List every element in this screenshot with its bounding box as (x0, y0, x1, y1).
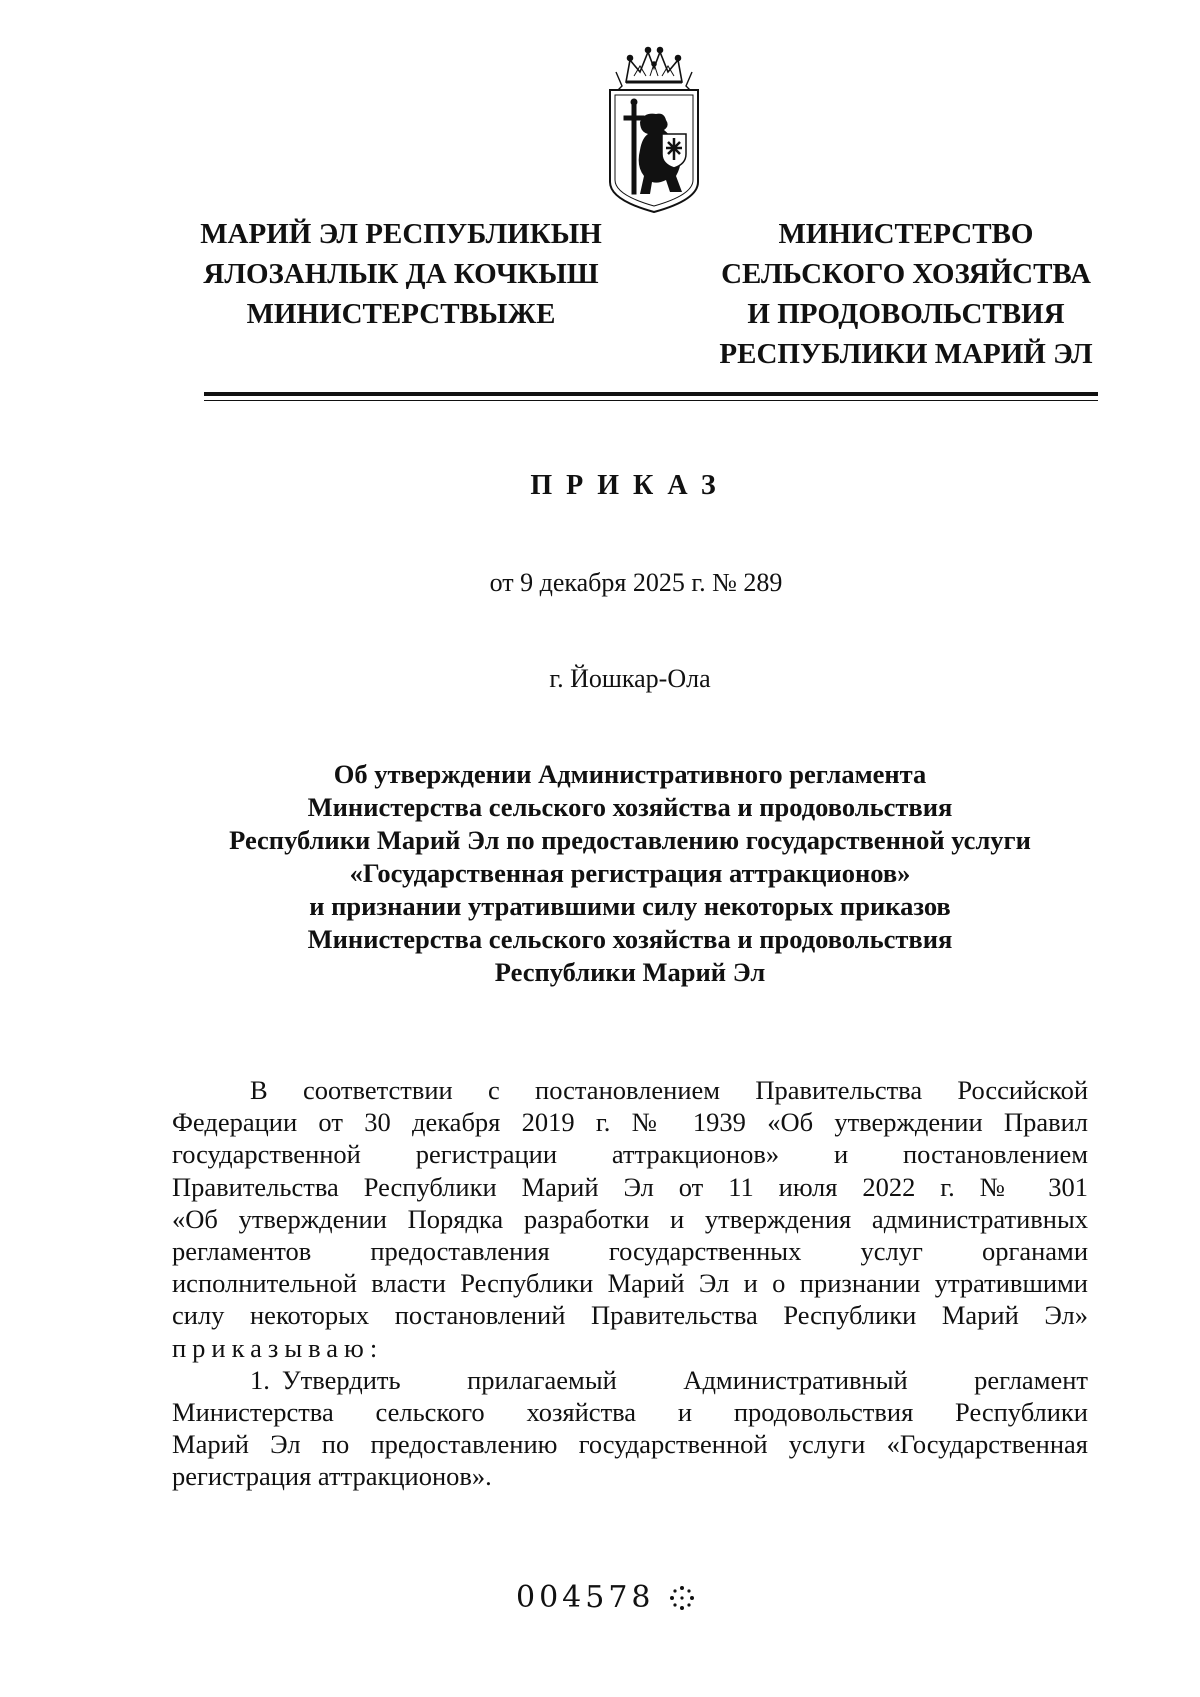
item-1-text: Утвердить прилагаемый Административный регламент (281, 1364, 1088, 1395)
item-1-line: регистрация аттракционов». (172, 1461, 492, 1492)
title-line: Министерства сельского хозяйства и продовольствия (307, 792, 953, 822)
title-line: Министерства сельского хозяйства и продовольствия (307, 924, 953, 954)
header-left-line: ЯЛОЗАНЛЫК ДА КОЧКЫШ (203, 258, 599, 290)
order-word: приказываю: (172, 1332, 384, 1363)
document-type-heading: ПРИКАЗ (530, 470, 730, 501)
preamble-line: исполнительной власти Республики Марий Эл и о признании утратившими (172, 1268, 1088, 1299)
title-line: и признании утратившими силу некоторых приказов (309, 891, 951, 921)
header-right-line: РЕСПУБЛИКИ МАРИЙ ЭЛ (719, 338, 1093, 370)
preamble-line: В соответствии с постановлением Правительства Российской (250, 1075, 1088, 1105)
document-date-number: от 9 декабря 2025 г. № 289 (489, 568, 783, 597)
document-city: г. Йошкар-Ола (549, 664, 711, 693)
title-line: «Государственная регистрация аттракционов» (349, 858, 911, 888)
title-line: Об утверждении Административного регламента (333, 759, 927, 789)
item-1-number: 1. (250, 1364, 270, 1395)
header-right-line: И ПРОДОВОЛЬСТВИЯ (747, 298, 1065, 330)
header-right-line: МИНИСТЕРСТВО (778, 218, 1034, 250)
header-ministry-mari (186, 214, 616, 334)
coat-of-arms-emblem (604, 42, 704, 214)
preamble-line: регламентов предоставления государственных услуг органами (172, 1236, 1088, 1267)
title-line: Республики Марий Эл по предоставлению государственной услуги (229, 825, 1031, 855)
header-divider-thin (204, 400, 1098, 401)
preamble-line: Правительства Республики Марий Эл от 11 июля 2022 г. № 301 (172, 1171, 1088, 1202)
document-title (170, 758, 1090, 989)
header-right-line: СЕЛЬСКОГО ХОЗЯЙСТВА (721, 258, 1091, 290)
header-left-line: МАРИЙ ЭЛ РЕСПУБЛИКЫН (200, 218, 602, 250)
document-body (172, 1074, 1088, 1493)
form-serial-number: 004578 (516, 1580, 655, 1615)
preamble-line: государственной регистрации аттракционов» и постановлением (172, 1139, 1088, 1170)
preamble-line: «Об утверждении Порядка разработки и утверждения административных (172, 1203, 1088, 1234)
preamble-line: Федерации от 30 декабря 2019 г. № 1939 «Об утверждении Правил (172, 1107, 1088, 1138)
header-ministry-russian (706, 214, 1106, 374)
item-1-line (172, 1364, 1088, 1396)
header-left-line: МИНИСТЕРСТВЫЖЕ (246, 298, 556, 330)
item-1-line: Марий Эл по предоставлению государственной услуги «Государственная (172, 1429, 1088, 1460)
preamble-line: силу некоторых постановлений Правительства Республики Марий Эл» (172, 1300, 1088, 1331)
serial-ornament-icon (668, 1584, 696, 1612)
title-line: Республики Марий Эл (494, 957, 766, 987)
header-divider-thick (204, 392, 1098, 396)
item-1-line: Министерства сельского хозяйства и продовольствия Республики (172, 1397, 1088, 1428)
